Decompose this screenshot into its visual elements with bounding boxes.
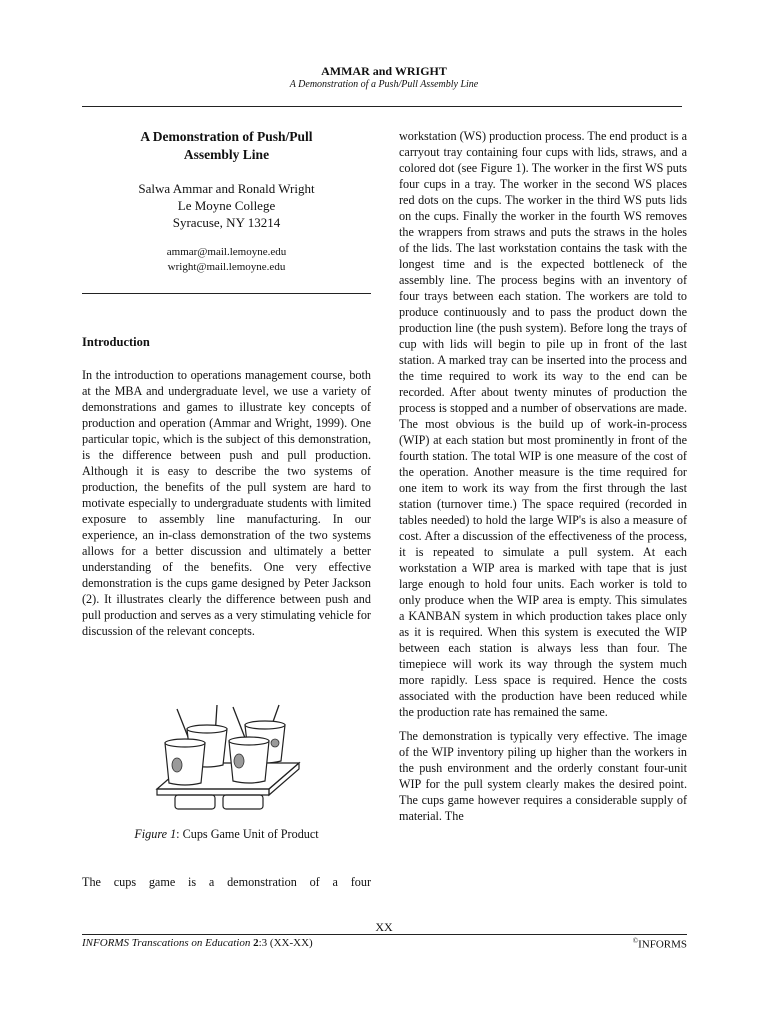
author-emails [82,245,371,275]
footer-issue-pages: :3 (XX-XX) [258,937,313,949]
right-column [399,128,687,824]
page-number: XX [375,920,393,934]
header-divider [82,106,682,107]
left-column [82,128,371,639]
author-block [82,180,371,231]
footer-publisher: INFORMS [638,938,687,951]
footer-journal: INFORMS Transcations on Education [82,937,251,949]
author-names: Salwa Ammar and Ronald Wright [138,181,315,196]
left-column-bottom-text [82,874,371,890]
running-head-subtitle: A Demonstration of a Push/Pull Assembly Line [289,79,479,90]
paper-title-line1: A Demonstration of Push/Pull [140,129,313,144]
footer-volume: 2 [253,937,259,949]
footer-citation [82,937,313,949]
author-email-1: ammar@mail.lemoyne.edu [166,246,287,258]
copyright-symbol: © [632,937,639,945]
figure-caption-text: : Cups Game Unit of Product [176,827,319,841]
introduction-paragraph: In the introduction to operations management course, both at the MBA and undergraduate level, we use a variety of demonstrations and games to illustrate key concepts of production and operation (Ammar and Wright, 1999). One particular topic, which is the subject of this demonstration, is the difference between push and pull production. Although it is easy to describe the two systems of production, the benefits of the pull system are hard to motivate especially to undergraduate students with limited exposure to assembly line manufacturing. In our experience, an in-class demonstration of the two systems allows for a better discussion and ultimately a better understanding of the benefits. One very effective demonstration is the cups game designed by Peter Jackson (2). It illustrates clearly the difference between push and pull production and serves as a very stimulating vehicle for discussion of the relevant concepts. [82,368,371,638]
right-paragraph-2: The demonstration is typically very effective. The image of the WIP inventory piling up higher than the workers in the push environment and the orderly constant four-unit WIP for the pull system clearly makes the desired point. The cups game however requires a considerable supply of material. The [399,729,687,823]
figure-label: Figure 1 [134,827,177,841]
author-institution: Le Moyne College [177,198,276,213]
author-location: Syracuse, NY 13214 [172,215,281,230]
cups-game-lead-in: The cups game is a demonstration of a four [82,875,371,889]
paper-title [82,128,371,164]
right-paragraph-1: workstation (WS) production process. The end product is a carryout tray containing four cups with lids, straws, and a colored dot (see Figure 1). The worker in the first WS puts four cups in a tray. The worker in the second WS places red dots on the cups. The worker in the third WS puts lids on the cups. Finally the worker in the fourth WS removes the wrappers from straws and puts the straws in the holes of the lids. The last workstation contains the task with the longest time and is the expected bottleneck of the assembly line. The process begins with an inventory of four trays between each station. The workers are told to produce continuously and to pass the product down the production line (the push system). Before long the trays of cup with lids will begin to pile up in front of the last station. A marked tray can be inserted into the process and the time required to work its way to the end can be recorded. After about twenty minutes of production the process is stopped and a number of observations are made. The most obvious is the build up of work-in-process (WIP) at each station but most prominently in front of the fourth station. The total WIP is one measure of the cost of the operation. Another measure is the time required for one item to work its way from the first through the last station (turnover time.) The space required (recorded in tables needed) to hold the large WIP's is also a measure of cost. After a discussion of the effectiveness of the process, it is repeated to simulate a pull system. At each workstation a WIP area is marked with tape that is just large enough to hold four units. Each worker is told to only produce when the WIP area is empty. This simulates a KANBAN system in which production takes place only as it is required. When this system is executed the WIP between each station is always less than four. The timepiece will work its way through the system much more rapidly. Less space is required. Hence the costs associated with the production have been reduced while the production rate has remained the same. [399,129,687,719]
figure-1 [82,703,371,815]
footer-copyright [633,937,687,951]
cups-game-illustration [147,703,307,815]
running-head-authors: AMMAR and WRIGHT [321,64,447,78]
title-divider [82,293,371,294]
author-email-2: wright@mail.lemoyne.edu [167,261,286,273]
section-heading-introduction: Introduction [82,335,150,349]
paper-title-line2: Assembly Line [183,147,270,162]
running-head [0,64,768,92]
footer-divider [82,934,687,935]
figure-caption [82,826,371,842]
